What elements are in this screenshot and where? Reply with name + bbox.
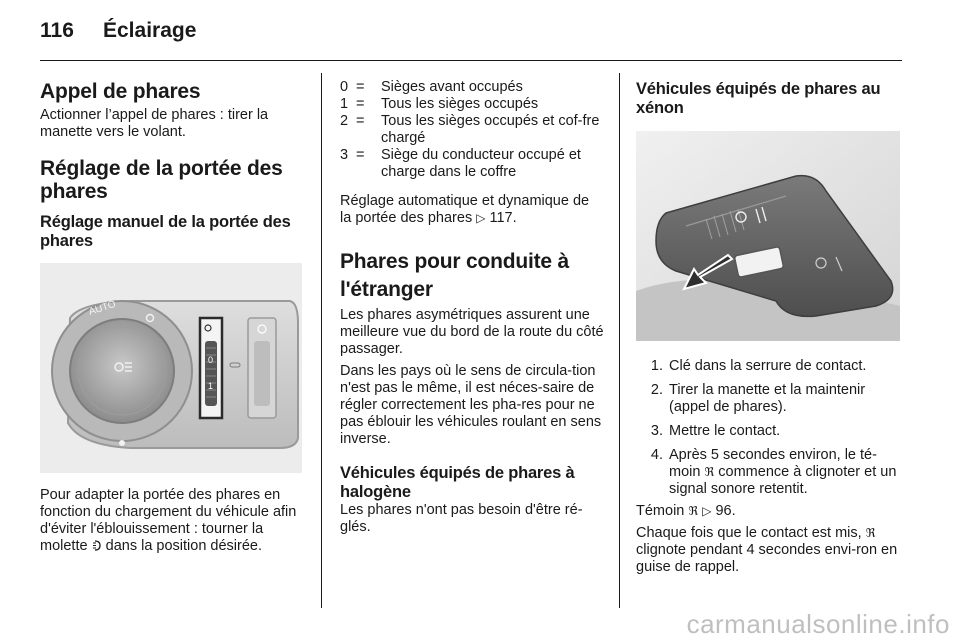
warning-lamp-icon: ℜ: [704, 465, 715, 479]
paragraph-halogene: Les phares n'ont pas besoin d'être ré-glés.: [340, 502, 583, 535]
chaque-text-b: clignote pendant 4 secondes envi-ron en guise de rappel.: [636, 542, 898, 575]
legend-item: 1 = Tous les sièges occupés: [340, 96, 539, 112]
figure-headlight-stalk: [636, 131, 900, 341]
step4-text-a: Après 5 secondes environ, le té-moin: [669, 447, 877, 480]
column-1: [40, 74, 304, 555]
wheel-label-1: 1: [208, 381, 214, 391]
chaque-text-a: Chaque fois que le contact est mis,: [636, 525, 862, 541]
header-rule: [40, 60, 902, 61]
step4-text-b: commence à clignoter et un signal sonore retentit.: [669, 464, 897, 497]
heading-reglage-manuel: Réglage manuel de la portée des phares: [40, 213, 291, 250]
column-divider-2: [619, 73, 620, 608]
legend-item: 3 = Siège du conducteur occupé et charge dans le coffre: [340, 147, 581, 180]
temoin-text: Témoin: [636, 503, 685, 519]
figure-light-switch-panel: [40, 263, 302, 473]
paragraph-temoin: [636, 503, 902, 520]
page-number: 116: [40, 19, 74, 42]
wheel-label-0: 0: [208, 355, 214, 365]
paragraph-etranger-1: Les phares asymétriques assurent une meilleure vue du bord de la route du côté passager.: [340, 307, 604, 357]
column-2: [340, 74, 604, 536]
paragraph-reglage-auto: [340, 193, 604, 227]
legend-item: 0 = Sièges avant occupés: [340, 79, 523, 95]
list-item: 4. Après 5 secondes environ, le té-moin ℜ commence à clignoter et un signal sonore retentit.: [650, 447, 897, 497]
load-legend: [340, 79, 604, 181]
paragraph-etranger-2: Dans les pays où le sens de circula-tion n'est pas le même, il est néces-saire de régler correctement les pha-res pour ne pas éblouir les véhicules roulant en sens inverse.: [340, 363, 602, 447]
reference-arrow-icon: ▷: [702, 504, 712, 518]
reglage-auto-text: Réglage automatique et dynamique de la portée des phares: [340, 193, 590, 226]
adapter-text-2: dans la position désirée.: [105, 538, 263, 554]
heading-xenon: Véhicules équipés de phares au xénon: [636, 80, 881, 117]
switch-auto-label: AUTO: [87, 298, 118, 318]
heading-reglage-portee: Réglage de la portée des phares: [40, 157, 283, 203]
heading-appel-de-phares: Appel de phares: [40, 80, 201, 103]
temoin-page-ref: 96.: [715, 503, 736, 519]
page-title: Éclairage: [103, 19, 197, 42]
paragraph-chaque-fois: [636, 525, 902, 576]
list-item: 3. Mettre le contact.: [650, 423, 781, 439]
column-3: [636, 74, 902, 576]
paragraph-appel: Actionner l’appel de phares : tirer la manette vers le volant.: [40, 107, 269, 140]
column-divider-1: [321, 73, 322, 608]
reference-arrow-icon: ▷: [476, 211, 486, 225]
legend-item: 2 = Tous les sièges occupés et cof-fre chargé: [340, 113, 600, 146]
list-item: 1. Clé dans la serrure de contact.: [650, 358, 867, 374]
paragraph-adapter-portee: [40, 487, 304, 555]
xenon-steps-list: [636, 358, 902, 498]
list-item: 2. Tirer la manette et la maintenir (appel de phares).: [650, 382, 866, 415]
watermark: carmanualsonline.info: [686, 609, 950, 639]
warning-lamp-icon: ℜ: [865, 526, 876, 540]
heading-phares-etranger: Phares pour conduite à l'étranger: [340, 250, 569, 301]
adapter-text-1: Pour adapter la portée des phares en fonction du chargement du véhicule afin d'éviter l'éblouissement : tourner la molette: [40, 487, 297, 554]
headlight-range-dial-icon: [92, 539, 102, 552]
heading-halogene: Véhicules équipés de phares à halogène: [340, 464, 575, 501]
reglage-auto-page-ref: 117.: [489, 210, 517, 226]
warning-lamp-icon: ℜ: [688, 504, 699, 518]
